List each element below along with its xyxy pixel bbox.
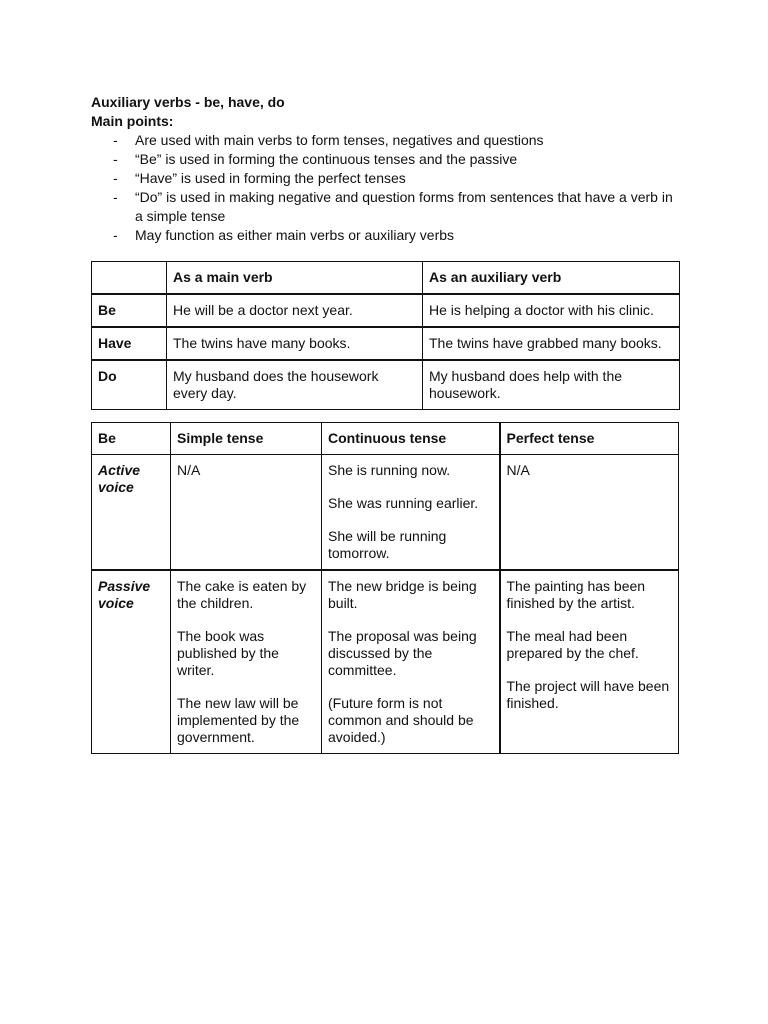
row-label: Have bbox=[92, 327, 167, 360]
table-row bbox=[92, 570, 679, 754]
main-points-label: Main points: bbox=[91, 113, 174, 129]
table-row bbox=[92, 294, 680, 327]
dash-bullet: - bbox=[113, 151, 118, 167]
dash-bullet: - bbox=[113, 227, 118, 243]
table-cell: He will be a doctor next year. bbox=[167, 294, 423, 327]
row-label: Do bbox=[92, 360, 167, 410]
table-header-cell bbox=[92, 262, 167, 295]
document-title: Auxiliary verbs - be, have, do bbox=[91, 94, 285, 110]
table-row bbox=[92, 327, 680, 360]
table-cell bbox=[500, 570, 679, 754]
row-label: Passive voice bbox=[92, 570, 171, 754]
table-cell bbox=[322, 570, 500, 754]
main-points-list bbox=[91, 131, 679, 245]
point-text: “Be” is used in forming the continuous tenses and the passive bbox=[135, 151, 518, 167]
point-text: “Have” is used in forming the perfect tenses bbox=[135, 170, 406, 186]
table-cell bbox=[171, 455, 322, 571]
document-intro bbox=[91, 93, 679, 245]
example-sentence: The project will have been finished. bbox=[506, 678, 670, 711]
main-vs-auxiliary-table bbox=[91, 261, 680, 410]
example-sentence: She was running earlier. bbox=[328, 495, 479, 511]
table-row bbox=[92, 455, 679, 571]
example-sentence: The cake is eaten by the children. bbox=[177, 578, 307, 611]
table-header-cell: As a main verb bbox=[167, 262, 423, 295]
dash-bullet: - bbox=[113, 170, 118, 186]
example-sentence: N/A bbox=[506, 462, 530, 478]
table-cell bbox=[171, 570, 322, 754]
table-cell: The twins have many books. bbox=[167, 327, 423, 360]
row-label: Active voice bbox=[92, 455, 171, 571]
point-text: May function as either main verbs or auxiliary verbs bbox=[135, 227, 455, 243]
table-cell: The twins have grabbed many books. bbox=[423, 327, 680, 360]
example-sentence: The new bridge is being built. bbox=[328, 578, 477, 611]
example-sentence: The meal had been prepared by the chef. bbox=[506, 628, 639, 661]
table-cell: He is helping a doctor with his clinic. bbox=[423, 294, 680, 327]
table-header-cell: Perfect tense bbox=[500, 423, 679, 455]
table-cell bbox=[322, 455, 500, 571]
example-sentence: N/A bbox=[177, 462, 201, 478]
example-sentence: The proposal was being discussed by the committee. bbox=[328, 628, 477, 678]
dash-bullet: - bbox=[113, 189, 118, 205]
example-sentence: She is running now. bbox=[328, 462, 451, 478]
list-item bbox=[91, 169, 679, 188]
list-item bbox=[91, 131, 679, 150]
example-sentence: The painting has been finished by the artist. bbox=[506, 578, 646, 611]
example-sentence: The new law will be implemented by the government. bbox=[177, 695, 300, 745]
example-sentence: The book was published by the writer. bbox=[177, 628, 279, 678]
dash-bullet: - bbox=[113, 132, 118, 148]
point-text: “Do” is used in making negative and question forms from sentences that have a verb in a simple tense bbox=[135, 189, 673, 224]
table-cell bbox=[500, 455, 679, 571]
table-header-row bbox=[92, 423, 679, 455]
table-row bbox=[92, 360, 680, 410]
list-item bbox=[91, 150, 679, 169]
example-sentence: (Future form is not common and should be avoided.) bbox=[328, 695, 474, 745]
be-tense-voice-table bbox=[91, 422, 679, 754]
table-header-cell: As an auxiliary verb bbox=[423, 262, 680, 295]
row-label: Be bbox=[92, 294, 167, 327]
point-text: Are used with main verbs to form tenses, negatives and questions bbox=[135, 132, 544, 148]
table-header-cell: Be bbox=[92, 423, 171, 455]
list-item bbox=[91, 226, 679, 245]
list-item bbox=[91, 188, 679, 226]
table-cell: My husband does help with the housework. bbox=[423, 360, 680, 410]
example-sentence: She will be running tomorrow. bbox=[328, 528, 447, 561]
table-header-cell: Continuous tense bbox=[322, 423, 500, 455]
table-header-row bbox=[92, 262, 680, 295]
table-header-cell: Simple tense bbox=[171, 423, 322, 455]
table-cell: My husband does the housework every day. bbox=[167, 360, 423, 410]
